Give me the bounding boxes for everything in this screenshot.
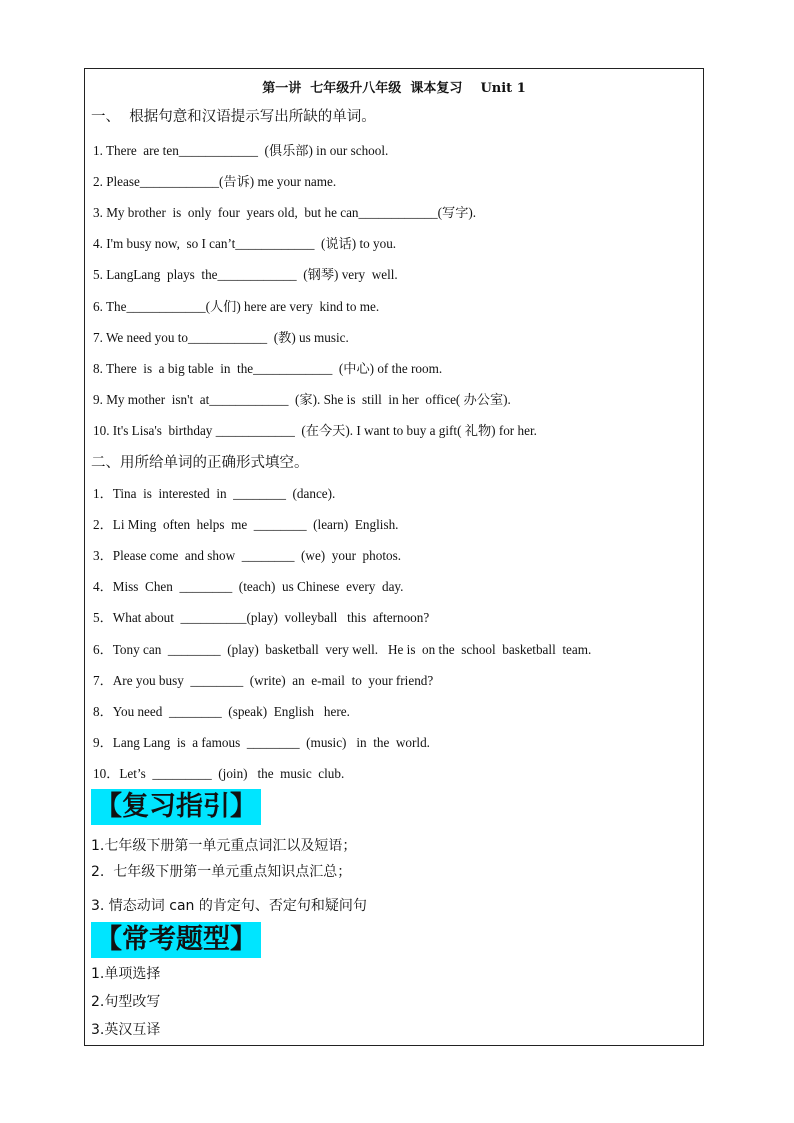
section1-item-8: 8. There is a big table in the____________ (中心) of the room. xyxy=(93,361,443,376)
common-types-banner: 【常考题型】 xyxy=(91,922,261,958)
section1-item-10: 10. It's Lisa's birthday ____________ (在今天). I want to buy a gift( 礼物) for her. xyxy=(93,423,537,438)
review-guide-item-1: 1.七年级下册第一单元重点词汇以及短语； xyxy=(91,838,357,854)
section1-item-6: 6. The____________(人们) here are very kind to me. xyxy=(93,299,380,314)
section1-item-2: 2. Please____________(告诉) me your name. xyxy=(93,174,337,189)
common-types-item-1: 1.单项选择 xyxy=(91,966,161,982)
section1-item-3: 3. My brother is only four years old, but he can____________(写字). xyxy=(93,205,477,220)
section2-item-9: 9．Lang Lang is a famous ________ (music) in the world. xyxy=(93,735,430,750)
common-types-item-3: 3.英汉互译 xyxy=(91,1022,161,1038)
section2-item-4: 4．Miss Chen ________ (teach) us Chinese every day. xyxy=(93,579,404,594)
section1-item-5: 5. LangLang plays the____________ (钢琴) very well. xyxy=(93,267,398,282)
review-guide-item-2: 2. 七年级下册第一单元重点知识点汇总； xyxy=(91,864,352,880)
section1-item-9: 9. My mother isn't at____________ (家). She is still in her office( 办公室). xyxy=(93,392,511,407)
review-guide-item-3: 3. 情态动词 can 的肯定句、否定句和疑问句 xyxy=(91,898,367,914)
common-types-item-2: 2.句型改写 xyxy=(91,994,161,1010)
section2-item-10: 10．Let’s _________ (join) the music club. xyxy=(93,766,345,781)
section2-item-2: 2．Li Ming often helps me ________ (learn) English. xyxy=(93,517,399,532)
page-title: 第一讲 七年级升八年级 课本复习 Unit 1 xyxy=(262,81,526,96)
section1-item-4: 4. I'm busy now, so I can’t____________ (说话) to you. xyxy=(93,236,397,251)
section2-item-6: 6．Tony can ________ (play) basketball very well. He is on the school basketball team. xyxy=(93,642,592,657)
section2-item-3: 3．Please come and show ________ (we) your photos. xyxy=(93,548,402,563)
section2-heading: 二、用所给单词的正确形式填空。 xyxy=(91,455,309,471)
section2-item-7: 7．Are you busy ________ (write) an e-mail to your friend? xyxy=(93,673,434,688)
review-guide-banner: 【复习指引】 xyxy=(91,789,261,825)
section2-item-8: 8．You need ________ (speak) English here. xyxy=(93,704,350,719)
worksheet-frame xyxy=(84,68,704,1046)
section1-item-7: 7. We need you to____________ (教) us music. xyxy=(93,330,349,345)
section2-item-5: 5．What about __________(play) volleyball this afternoon? xyxy=(93,610,430,625)
section1-heading: 一、 根据句意和汉语提示写出所缺的单词。 xyxy=(91,109,376,125)
section1-item-1: 1. There are ten____________ (俱乐部) in our school. xyxy=(93,143,389,158)
section2-item-1: 1．Tina is interested in ________ (dance). xyxy=(93,486,336,501)
